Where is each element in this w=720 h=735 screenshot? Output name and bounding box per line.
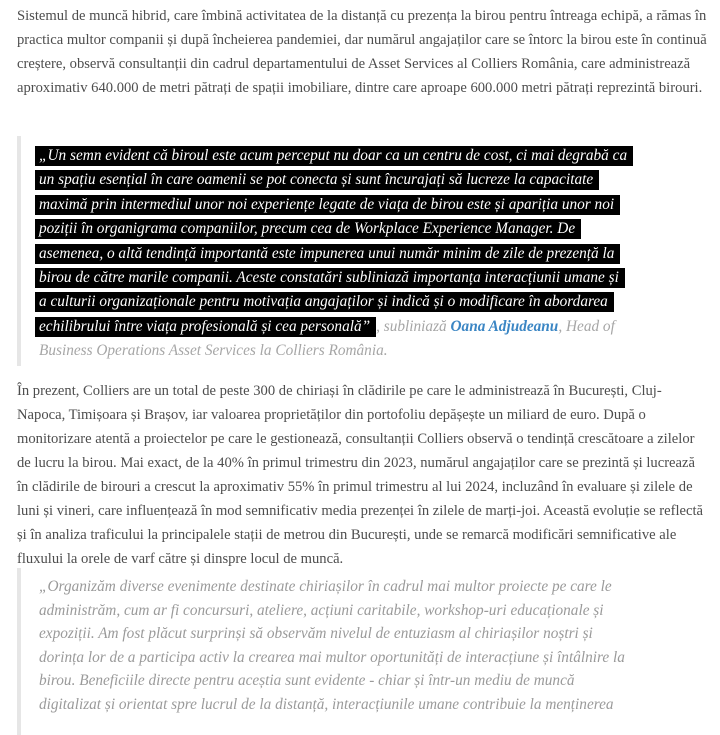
quote-line: birou. Beneficiile directe pentru aceștia sunt evidente - chiar și într-un mediu de muncă [39,672,575,689]
quote-highlighted [17,136,720,366]
paragraph-colliers-stats: În prezent, Colliers are un total de peste 300 de chiriași în clădirile pe care le administrează în București, Cluj-Napoca, Timișoara și Brașov, iar valoarea proprietăților din portofoliu depășește un miliard de euro. După o monitorizare atentă a proiectelor pe care le gestionează, consultanții Colliers observă o tendință crescătoare a zilelor de lucru la birou. Mai exact, de la 40% în primul trimestru din 2023, numărul angajaților care se prezintă și lucrează în clădirile de birouri a crescut la aproximativ 55% în primul trimestru al lui 2024, incluzând în evaluare și zilele de luni și vineri, care influențează în mod semnificativ media prezenței în zilele de marți-joi. Această evoluție se reflectă și în analiza traficului la principalele stații de metrou din București, unde se remarcă modificări semnificative ale fluxului la orele de varf către și dinspre locul de muncă. [17,383,704,567]
quote-line: maximă prin intermediul unor noi experiențe legate de viața de birou este și apariția unor noi [35,195,620,215]
quote-line: expoziții. Am fost plăcut surprinși să observăm nivelul de entuziasm al chiriașilor noștri și [39,625,593,642]
paragraph-intro: Sistemul de muncă hibrid, care îmbină activitatea de la distanță cu prezența la birou pentru întreaga echipă, a rămas în practica multor companii și după încheierea pandemiei, dar numărul angajaților care se întorc la birou este în continuă creștere, observă consultanții din cadrul departamentului de Asset Services al Colliers România, care administrează aproximativ 640.000 de metri pătrați de spații imobiliare, dintre care aproape 600.000 metri pătrați reprezintă birouri. [17,8,707,96]
quote-line: a culturii organizaționale pentru motivația angajaților și indică și o modificare în abordarea [35,292,614,312]
quote-line: un spațiu esențial în care oamenii se pot conecta și sunt încurajați să lucreze la capacitate [35,170,599,190]
quote-line: digitalizat și orientat spre lucrul de la distanță, interacțiunile umane contribuie la menținerea [39,695,614,713]
quote-line: administrăm, cum ar fi concursuri, ateliere, acțiuni caritabile, workshop-uri educaționale și [39,601,604,619]
author-link[interactable]: Oana Adjudeanu [450,317,559,335]
quote-line: asemenea, o altă tendință importantă este impunerea unui număr minim de zile de prezență la [35,244,620,264]
quote-line: echilibrului între viața profesională și cea personală” [35,317,376,337]
quote-line: dorința lor de a participa activ la crearea mai multor oportunități de interacțiune și întâlnire la [39,648,625,666]
quote-line: poziții în organigrama companiilor, precum cea de Workplace Experience Manager. De [35,219,581,239]
quote-line: „Organizăm diverse evenimente destinate chiriașilor în cadrul mai multor proiecte pe care le [39,578,612,595]
quote-attribution-company: Business Operations Asset Services la Colliers România. [39,342,388,360]
quote-line: „Un semn evident că biroul este acum perceput nu doar ca un centru de cost, ci mai degrabă ca [35,146,633,166]
quote-attribution-role: , Head of [558,317,615,335]
quote-attribution-prefix: , subliniază [376,317,451,335]
quote-events [17,568,720,735]
quote-line: birou de către marile companii. Aceste constatări subliniază importanța interacțiunii umane și [35,268,625,288]
